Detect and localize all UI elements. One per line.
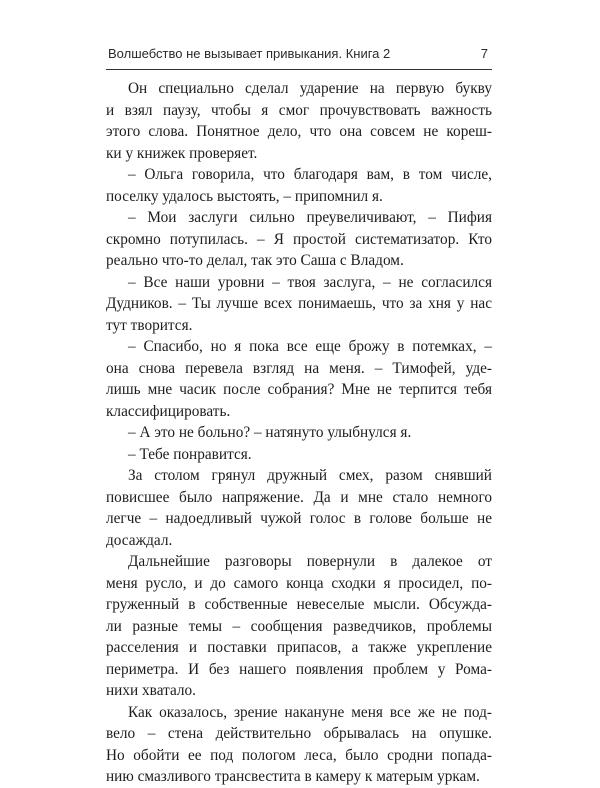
text-line: тут творится. <box>106 316 193 334</box>
paragraph <box>106 164 492 207</box>
text-line: Дальнейшие разговоры повернули в далекое от <box>128 553 492 570</box>
text-line: – Тебе понравится. <box>128 445 252 463</box>
text-line: этого слова. Понятное дело, что она совсем не кореш- <box>106 123 492 140</box>
text-line: классифицировать. <box>106 402 231 420</box>
text-line: периметра. И без нашего появления проблем у Рома- <box>106 660 492 678</box>
text-line: и взял паузу, чтобы я смог прочувствовать важность <box>106 101 492 119</box>
text-line: – А это не больно? – натянуто улыбнулся я. <box>128 424 412 441</box>
text-line: нию смазливого трансвестита в камеру к матерым уркам. <box>106 768 480 785</box>
page-number: 7 <box>480 46 488 61</box>
text-line: нихи хватало. <box>106 682 196 699</box>
paragraph <box>106 465 492 551</box>
book-title: Волшебство не вызывает привыкания. Книга 2 <box>108 46 391 61</box>
text-line: вело – стена действительно обрывалась на опушке. <box>106 725 492 742</box>
text-line: – Мои заслуги сильно преувеличивают, – Пифия <box>128 209 492 226</box>
text-line: ли разные темы – сообщения разведчиков, проблемы <box>106 617 492 635</box>
text-line: досаждал. <box>106 531 173 549</box>
paragraph <box>106 422 492 444</box>
text-line: ки у книжек проверяет. <box>106 144 258 162</box>
text-line: Но обойти ее под пологом леса, было сродни попада- <box>106 746 492 764</box>
header-rule <box>106 69 492 70</box>
text-line: меня русло, и до самого конца сходки я просидел, по- <box>106 574 492 592</box>
text-line: Как оказалось, зрение накануне меня все же не под- <box>128 703 492 721</box>
text-line: поселку удалось выстоять, – припомнил я. <box>106 187 383 205</box>
text-line: Он специально сделал ударение на первую букву <box>128 80 492 97</box>
text-line: – Все наши уровни – твоя заслуга, – не согласился <box>128 273 492 291</box>
paragraph <box>106 336 492 422</box>
body-text <box>106 78 492 788</box>
text-line: расселения и поставки припасов, а также укрепление <box>106 639 492 656</box>
text-line: – Спасибо, но я пока все еще брожу в потемках, – <box>128 338 492 355</box>
text-line: легче – надоедливый чужой голос в голове больше не <box>106 510 492 527</box>
paragraph <box>106 444 492 466</box>
text-line: скромно потупилась. – Я простой систематизатор. Кто <box>106 230 492 248</box>
text-line: Дудников. – Ты лучше всех понимаешь, что за хня у нас <box>106 295 492 312</box>
paragraph <box>106 702 492 788</box>
text-line: она снова перевела взгляд на меня. – Тимофей, уде- <box>106 359 492 377</box>
text-line: реально что-то делал, так это Саша с Владом. <box>106 252 404 269</box>
paragraph <box>106 207 492 272</box>
text-line: повисшее было напряжение. Да и мне стало немного <box>106 488 492 506</box>
paragraph <box>106 551 492 702</box>
text-line: лишь мне часик после собрания? Мне не терпится тебя <box>106 381 492 398</box>
paragraph <box>106 78 492 164</box>
text-line: груженный в собственные невеселые мысли. Обсужда- <box>106 596 492 613</box>
paragraph <box>106 272 492 337</box>
text-line: За столом грянул дружный смех, разом снявший <box>128 467 492 484</box>
running-head <box>106 44 492 68</box>
text-line: – Ольга говорила, что благодаря вам, в том числе, <box>128 166 492 183</box>
